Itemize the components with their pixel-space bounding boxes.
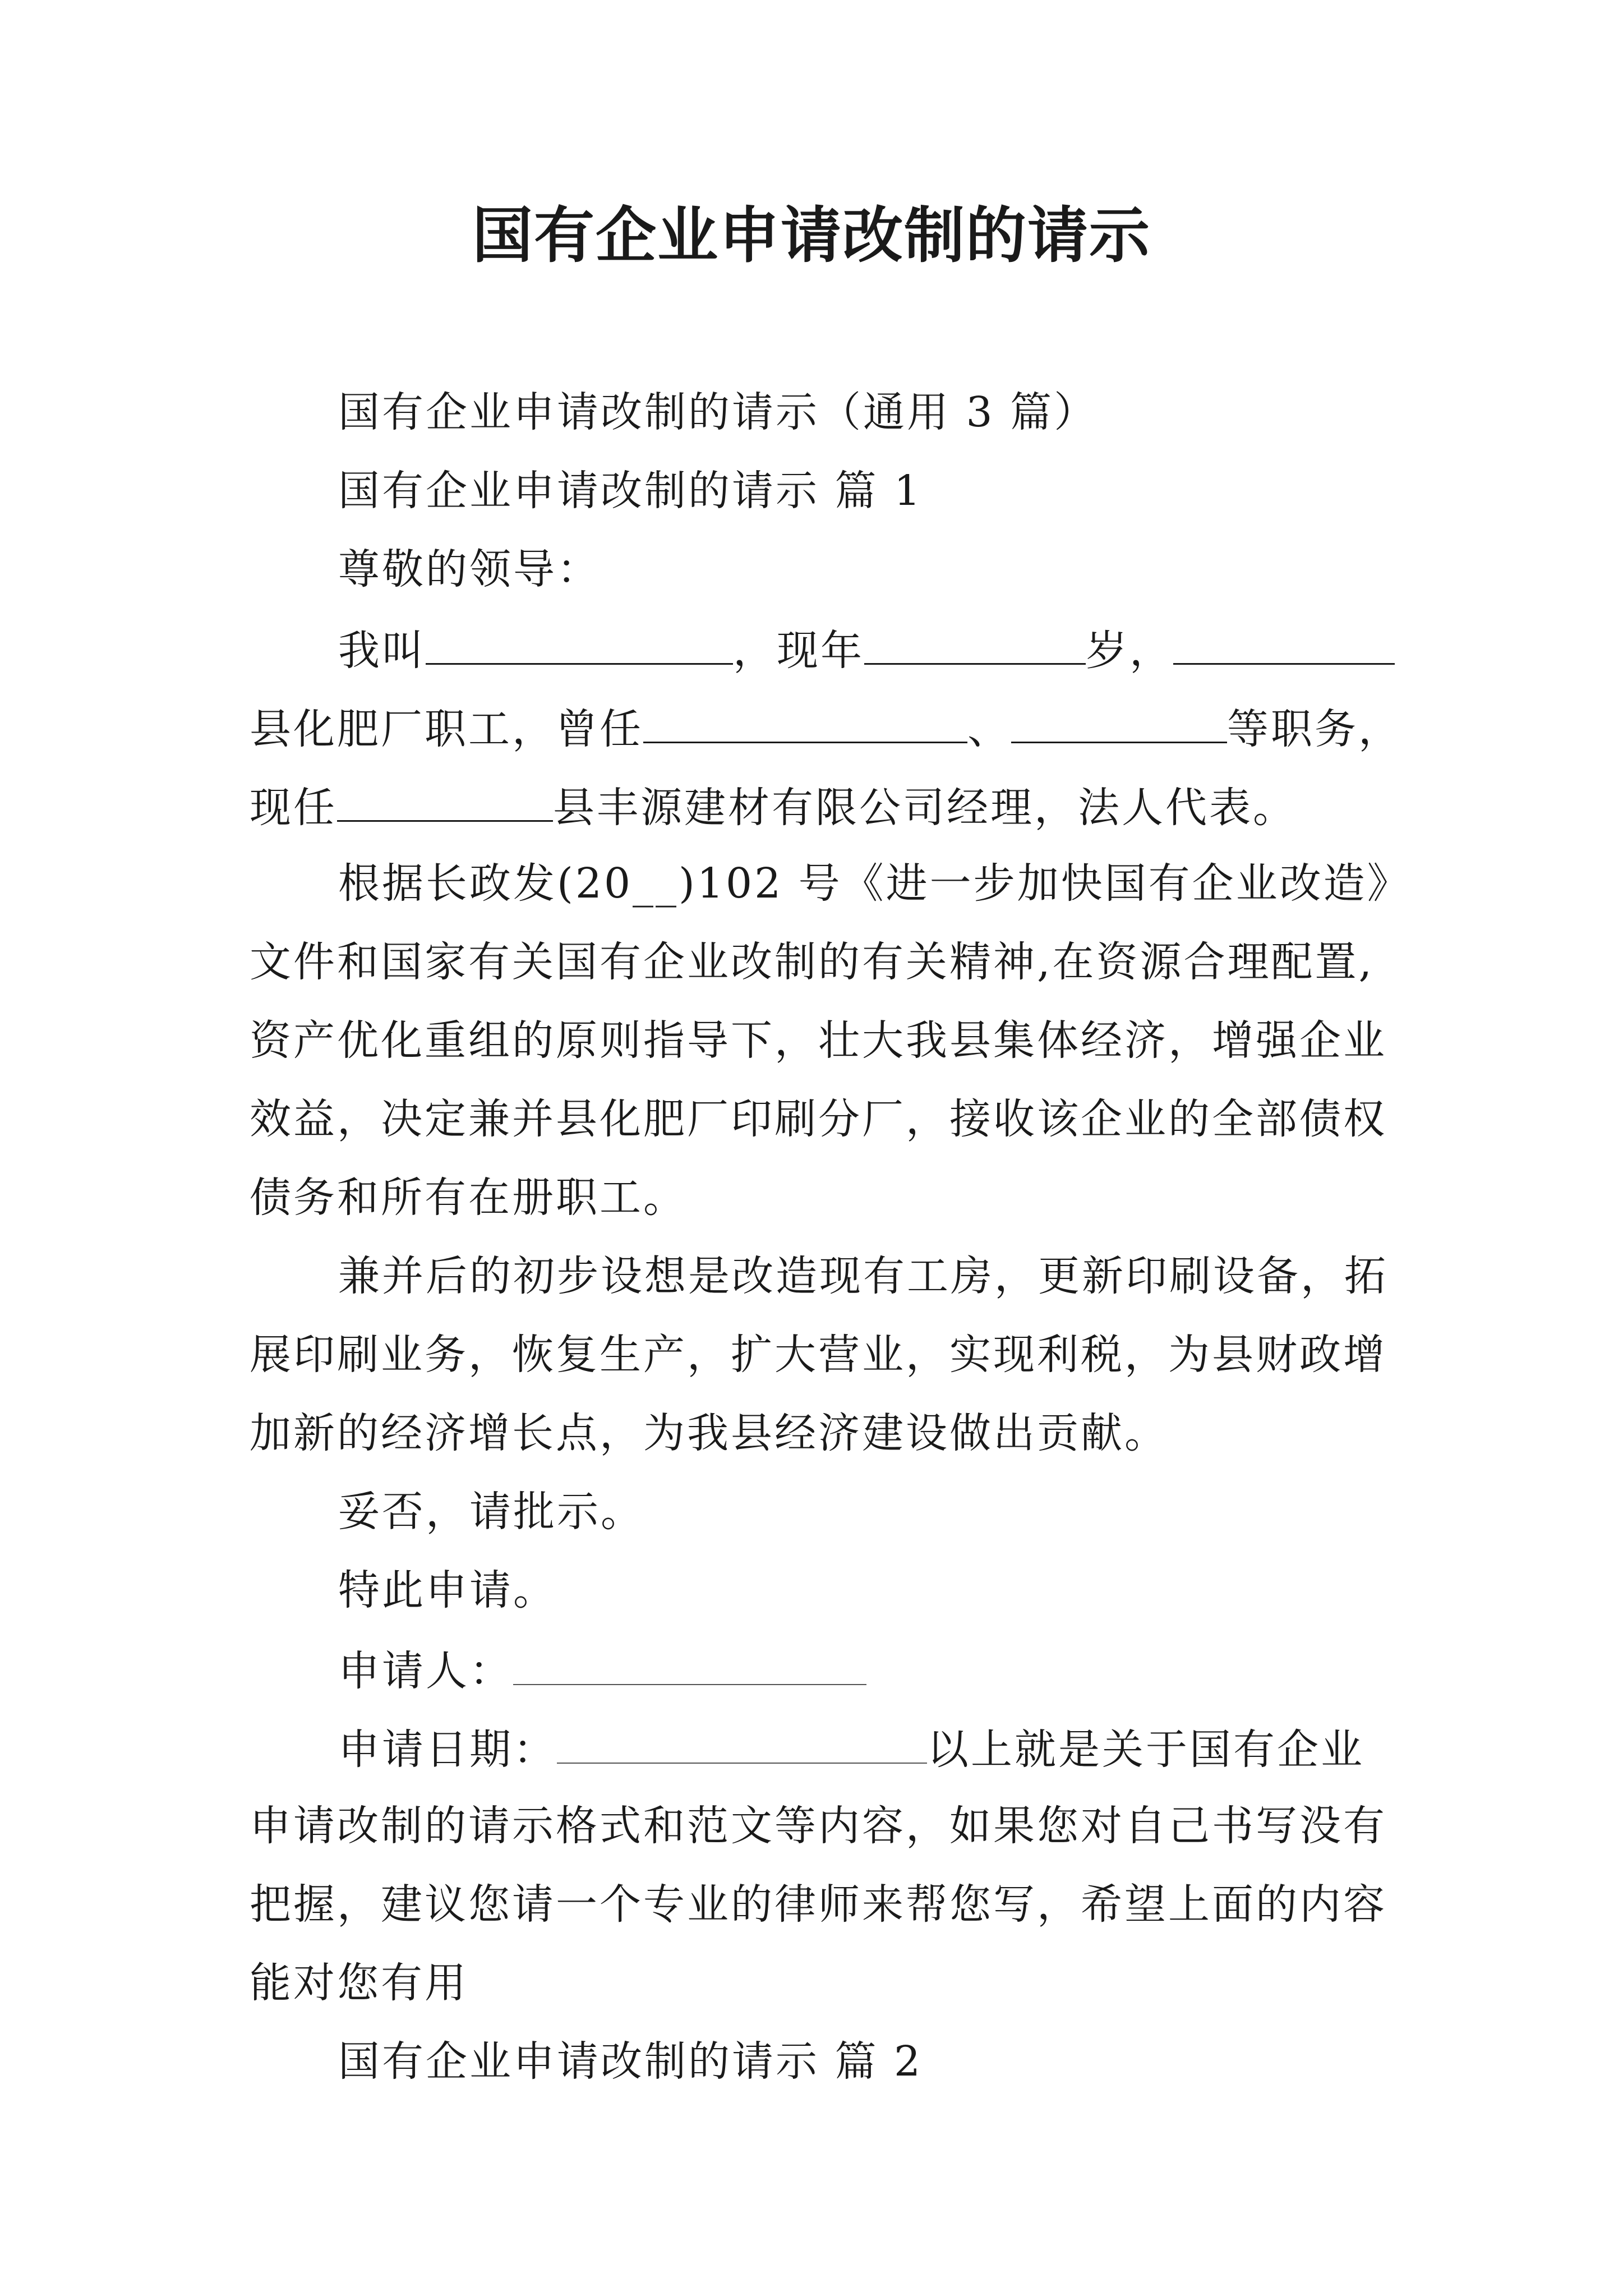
p1-line-3	[250, 780, 1297, 833]
section-1-heading: 国有企业申请改制的请示 篇 1	[338, 467, 923, 515]
p3-line-2: 展印刷业务，恢复生产，扩大营业，实现利税，为县财政增	[250, 1331, 1387, 1379]
text-segment: 等职务，	[1227, 705, 1402, 753]
applicant-line	[338, 1644, 866, 1696]
text-segment: 现任	[250, 784, 337, 832]
p2-line-5: 债务和所有在册职工。	[250, 1174, 687, 1222]
p2-line-2: 文件和国家有关国有企业改制的有关精神,在资源合理配置,	[250, 938, 1375, 986]
section-2-heading: 国有企业申请改制的请示 篇 2	[338, 2037, 923, 2086]
name-blank	[426, 623, 733, 665]
p3-line-3: 加新的经济增长点，为我县经济建设做出贡献。	[250, 1409, 1168, 1457]
applicant-label: 申请人：	[338, 1647, 513, 1695]
text-segment: 县丰源建材有限公司经理，法人代表。	[553, 784, 1297, 832]
region-blank	[1173, 623, 1395, 665]
p2-line-1: 根据长政发(20__)102 号《进一步加快国有企业改造》	[338, 859, 1411, 908]
p1-line-1	[338, 623, 1395, 676]
date-line-3: 把握，建议您请一个专业的律师来帮您写，希望上面的内容	[250, 1880, 1387, 1929]
document-title: 国有企业申请改制的请示	[472, 200, 1151, 271]
p1-line-2	[250, 701, 1402, 754]
text-segment: 岁，	[1086, 627, 1173, 675]
region-blank-2	[337, 780, 553, 822]
text-segment: 县化肥厂职工，曾任	[250, 705, 643, 753]
former-position-blank-2	[1011, 701, 1227, 743]
applicant-blank	[513, 1644, 866, 1685]
closing-statement: 特此申请。	[338, 1566, 557, 1614]
text-segment: ，现年	[733, 627, 864, 675]
date-label: 申请日期：	[338, 1726, 557, 1774]
date-blank	[557, 1722, 927, 1764]
date-line-1	[338, 1722, 1364, 1775]
text-segment: 、	[967, 705, 1011, 753]
closing-request: 妥否，请批示。	[338, 1488, 644, 1536]
text-segment: 以上就是关于国有企业	[927, 1726, 1364, 1774]
date-line-4: 能对您有用	[250, 1959, 468, 2007]
text-segment: 我叫	[338, 627, 426, 675]
date-line-2: 申请改制的请示格式和范文等内容，如果您对自己书写没有	[250, 1802, 1387, 1850]
p2-line-3: 资产优化重组的原则指导下，壮大我县集体经济，增强企业	[250, 1016, 1387, 1065]
p3-line-1: 兼并后的初步设想是改造现有工房，更新印刷设备，拓	[338, 1252, 1388, 1300]
document-subtitle: 国有企业申请改制的请示（通用 3 篇）	[338, 388, 1098, 436]
age-blank	[864, 623, 1086, 665]
salutation: 尊敬的领导：	[338, 545, 601, 593]
former-position-blank-1	[643, 701, 967, 743]
p2-line-4: 效益，决定兼并县化肥厂印刷分厂，接收该企业的全部债权	[250, 1095, 1387, 1143]
